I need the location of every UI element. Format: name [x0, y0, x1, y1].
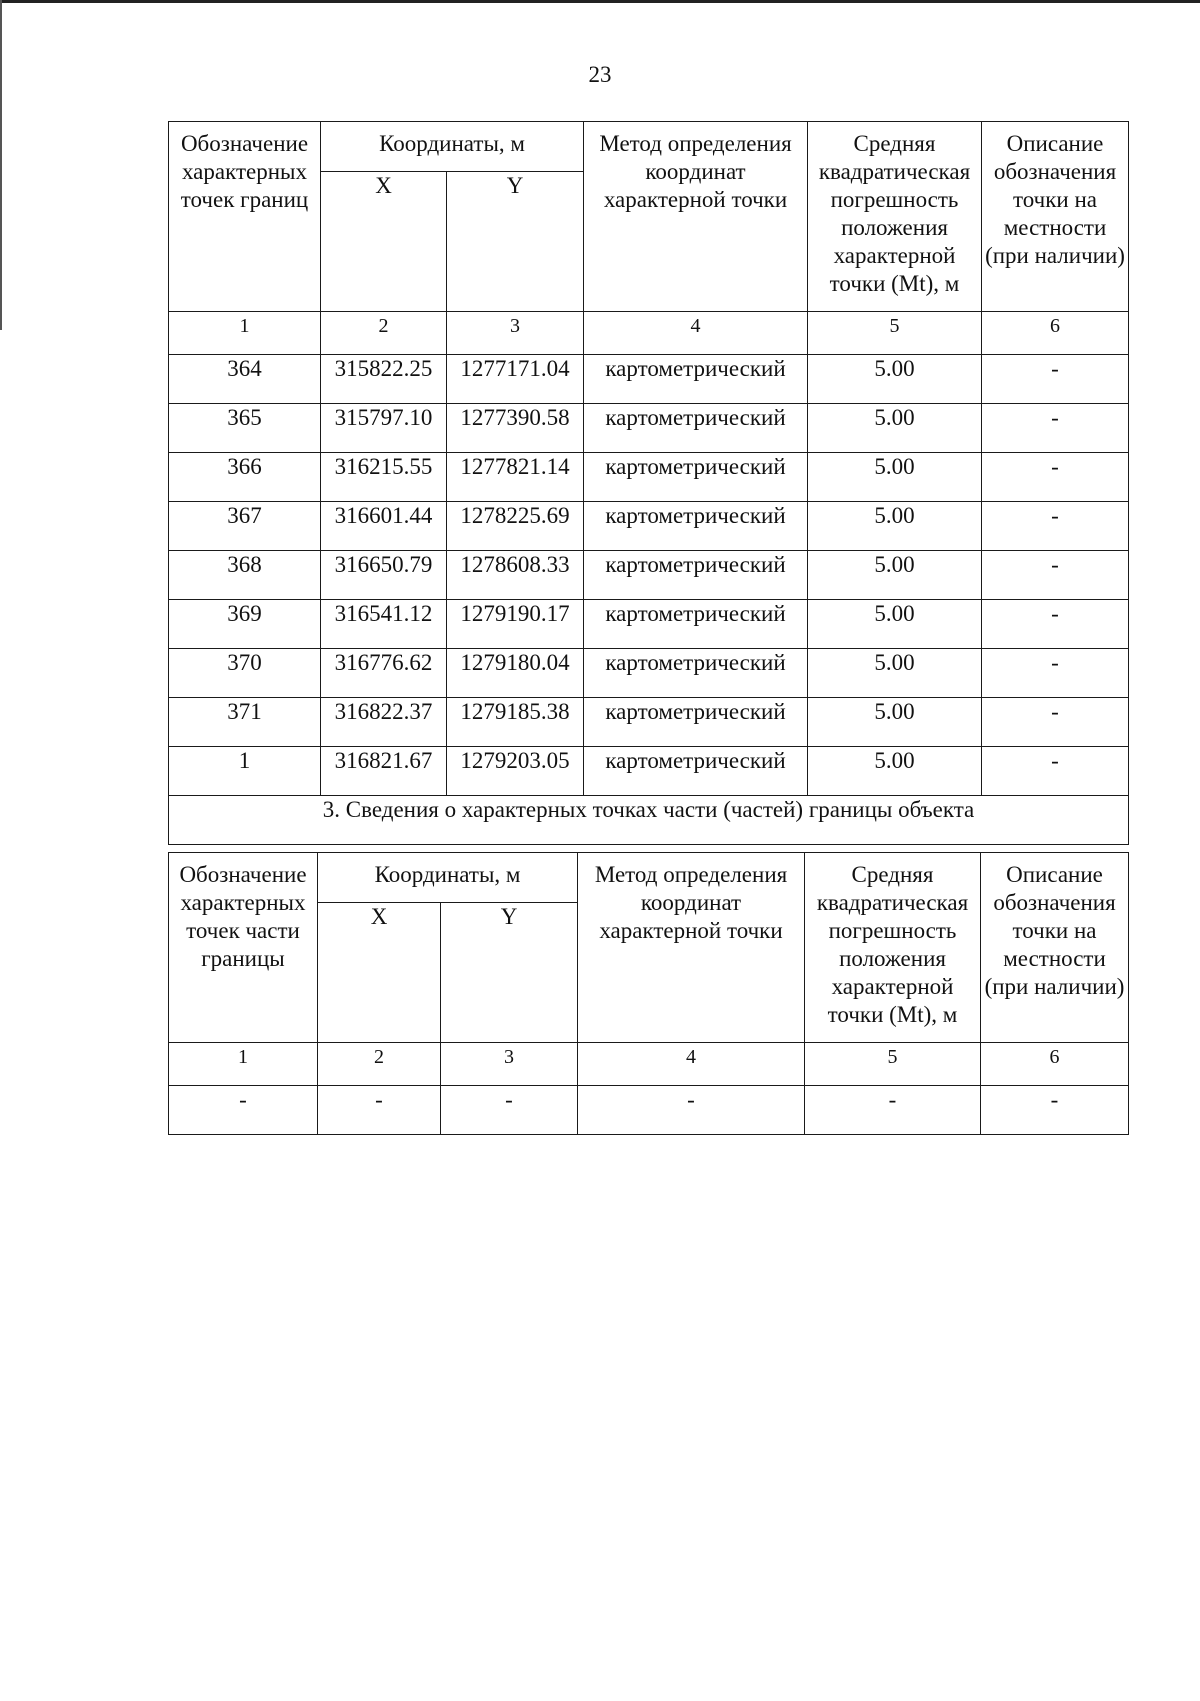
x-coordinate-cell: -	[318, 1086, 441, 1135]
x-coordinate-cell: 316601.44	[321, 502, 447, 551]
table-body	[169, 355, 1129, 796]
y-coordinate-cell: 1279180.04	[447, 649, 584, 698]
column-numbers-row	[169, 1043, 1129, 1086]
table-row	[169, 1086, 1129, 1135]
table-body	[169, 1086, 1129, 1135]
header-x: X	[318, 903, 441, 1043]
error-cell: 5.00	[808, 600, 982, 649]
x-coordinate-cell: 316650.79	[321, 551, 447, 600]
column-number-cell: 2	[321, 312, 447, 355]
header-description: Описание обозначения точки на местности (при наличии)	[981, 853, 1129, 1043]
description-cell: -	[982, 698, 1129, 747]
part-boundary-points-table	[168, 852, 1129, 1135]
column-number-cell: 3	[447, 312, 584, 355]
header-error: Средняя квадратическая погрешность положения характерной точки (Mt), м	[808, 122, 982, 312]
error-cell: 5.00	[808, 502, 982, 551]
column-number-cell: 4	[584, 312, 808, 355]
point-id-cell: 1	[169, 747, 321, 796]
table-row	[169, 502, 1129, 551]
column-number-cell: 3	[441, 1043, 578, 1086]
column-number-cell: 6	[982, 312, 1129, 355]
method-cell: картометрический	[584, 747, 808, 796]
column-number-cell: 1	[169, 1043, 318, 1086]
section-3-title: 3. Сведения о характерных точках части (частей) границы объекта	[169, 796, 1129, 845]
section-heading-row	[169, 796, 1129, 845]
x-coordinate-cell: 316822.37	[321, 698, 447, 747]
description-cell: -	[982, 551, 1129, 600]
method-cell: картометрический	[584, 698, 808, 747]
error-cell: 5.00	[808, 551, 982, 600]
column-number-cell: 5	[808, 312, 982, 355]
x-coordinate-cell: 316541.12	[321, 600, 447, 649]
header-method: Метод определения координат характерной точки	[578, 853, 805, 1043]
column-number-cell: 1	[169, 312, 321, 355]
header-description: Описание обозначения точки на местности (при наличии)	[982, 122, 1129, 312]
point-id-cell: 369	[169, 600, 321, 649]
y-coordinate-cell: 1279185.38	[447, 698, 584, 747]
point-id-cell: 365	[169, 404, 321, 453]
point-id-cell: 370	[169, 649, 321, 698]
y-coordinate-cell: -	[441, 1086, 578, 1135]
point-id-cell: 366	[169, 453, 321, 502]
description-cell: -	[982, 404, 1129, 453]
description-cell: -	[982, 649, 1129, 698]
column-number-cell: 5	[805, 1043, 981, 1086]
header-x: X	[321, 172, 447, 312]
x-coordinate-cell: 315822.25	[321, 355, 447, 404]
header-designation: Обозначение характерных точек части границы	[169, 853, 318, 1043]
column-number-cell: 4	[578, 1043, 805, 1086]
x-coordinate-cell: 316776.62	[321, 649, 447, 698]
error-cell: 5.00	[808, 453, 982, 502]
page-left-border	[0, 0, 2, 330]
method-cell: картометрический	[584, 453, 808, 502]
header-coordinates: Координаты, м	[321, 122, 584, 172]
page-top-border	[0, 0, 1200, 3]
table-row	[169, 551, 1129, 600]
header-error: Средняя квадратическая погрешность положения характерной точки (Mt), м	[805, 853, 981, 1043]
method-cell: -	[578, 1086, 805, 1135]
header-designation: Обозначение характерных точек границ	[169, 122, 321, 312]
header-coordinates: Координаты, м	[318, 853, 578, 903]
y-coordinate-cell: 1279203.05	[447, 747, 584, 796]
method-cell: картометрический	[584, 649, 808, 698]
y-coordinate-cell: 1277390.58	[447, 404, 584, 453]
y-coordinate-cell: 1277171.04	[447, 355, 584, 404]
column-number-cell: 2	[318, 1043, 441, 1086]
y-coordinate-cell: 1279190.17	[447, 600, 584, 649]
header-y: Y	[441, 903, 578, 1043]
y-coordinate-cell: 1277821.14	[447, 453, 584, 502]
table-row	[169, 698, 1129, 747]
error-cell: 5.00	[808, 698, 982, 747]
method-cell: картометрический	[584, 600, 808, 649]
table-row	[169, 355, 1129, 404]
table-row	[169, 453, 1129, 502]
table-row	[169, 404, 1129, 453]
table-row	[169, 649, 1129, 698]
y-coordinate-cell: 1278225.69	[447, 502, 584, 551]
method-cell: картометрический	[584, 404, 808, 453]
point-id-cell: 364	[169, 355, 321, 404]
error-cell: 5.00	[808, 404, 982, 453]
point-id-cell: 367	[169, 502, 321, 551]
point-id-cell: 371	[169, 698, 321, 747]
page-number: 23	[588, 62, 612, 87]
description-cell: -	[982, 355, 1129, 404]
table-row	[169, 600, 1129, 649]
table-row	[169, 747, 1129, 796]
description-cell: -	[982, 600, 1129, 649]
x-coordinate-cell: 315797.10	[321, 404, 447, 453]
method-cell: картометрический	[584, 551, 808, 600]
description-cell: -	[982, 747, 1129, 796]
point-id-cell: -	[169, 1086, 318, 1135]
description-cell: -	[982, 502, 1129, 551]
x-coordinate-cell: 316821.67	[321, 747, 447, 796]
column-number-cell: 6	[981, 1043, 1129, 1086]
method-cell: картометрический	[584, 355, 808, 404]
error-cell: -	[805, 1086, 981, 1135]
description-cell: -	[982, 453, 1129, 502]
y-coordinate-cell: 1278608.33	[447, 551, 584, 600]
point-id-cell: 368	[169, 551, 321, 600]
x-coordinate-cell: 316215.55	[321, 453, 447, 502]
error-cell: 5.00	[808, 747, 982, 796]
method-cell: картометрический	[584, 502, 808, 551]
header-y: Y	[447, 172, 584, 312]
boundary-points-table	[168, 121, 1129, 845]
description-cell: -	[981, 1086, 1129, 1135]
error-cell: 5.00	[808, 355, 982, 404]
column-numbers-row	[169, 312, 1129, 355]
error-cell: 5.00	[808, 649, 982, 698]
header-method: Метод определения координат характерной точки	[584, 122, 808, 312]
